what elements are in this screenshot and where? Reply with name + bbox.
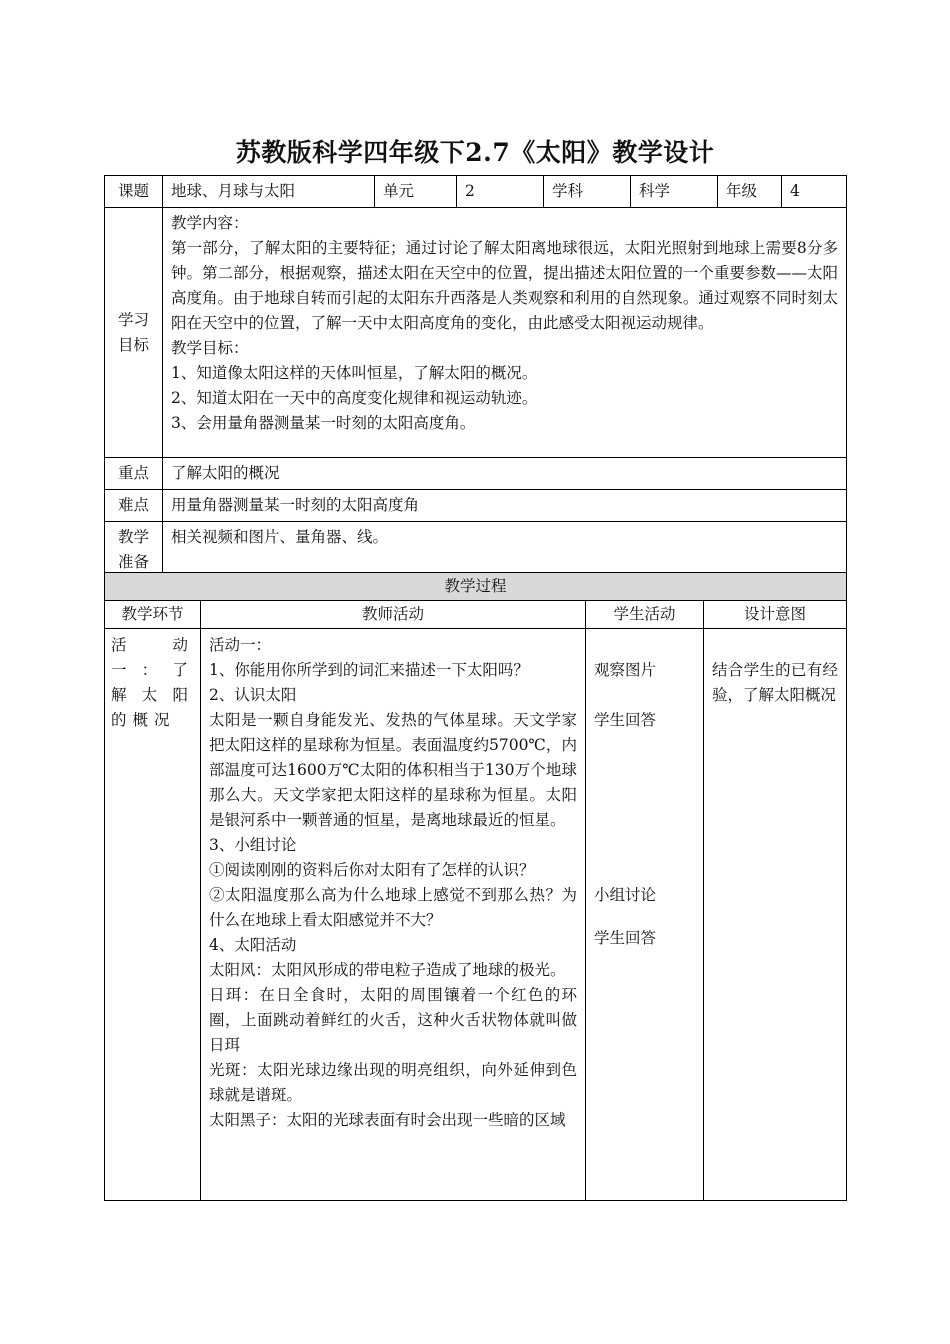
column-header: 学生活动 [586, 601, 704, 629]
difficult-point-label: 难点 [105, 490, 163, 522]
goals-line: 第一部分，了解太阳的主要特征；通过讨论了解太阳离地球很远，太阳光照射到地球上需要8分多钟。第二部分，根据观察，描述太阳在天空中的位置，提出描述太阳位置的一个重要参数——太阳高度角。由于地球自转而引起的太阳东升西落是人类观察和利用的自然现象。通过观察不同时刻太阳在天空中的位置，了解一天中太阳高度角的变化，由此感受太阳视运动规律。 [171, 239, 838, 332]
teacher-line: 4、太阳活动 [209, 936, 297, 954]
goals-content [163, 208, 847, 458]
student-activity-cell [586, 629, 704, 1201]
goals-line: 2、知道太阳在一天中的高度变化规律和视运动轨迹。 [171, 389, 538, 407]
process-title-row [105, 573, 847, 601]
key-point-row [105, 458, 847, 490]
teacher-line: 3、小组讨论 [209, 836, 297, 854]
subject-value: 科学 [631, 176, 718, 208]
teacher-activity-cell [201, 629, 586, 1201]
goals-line: 1、知道像太阳这样的天体叫恒星，了解太阳的概况。 [171, 364, 538, 382]
page-title: 苏教版科学四年级下2.7《太阳》教学设计 [235, 138, 715, 167]
goals-line: 3、会用量角器测量某一时刻的太阳高度角。 [171, 414, 476, 432]
goals-label: 学习 目标 [105, 208, 163, 458]
goals-line: 教学内容： [171, 214, 249, 232]
process-header-row [105, 601, 847, 629]
intent-text: 结合学生的已有经验，了解太阳概况 [712, 661, 839, 704]
process-table [104, 572, 847, 1201]
teacher-line: 太阳是一颗自身能发光、发热的气体星球。天文学家把太阳这样的星球称为恒星。表面温度约5700℃，内部温度可达1600万℃太阳的体积相当于130万个地球那么大。天文学家把太阳这样的星球称为恒星。太阳是银河系中一颗普通的恒星，是离地球最近的恒星。 [209, 711, 577, 829]
course-value: 地球、月球与太阳 [163, 176, 375, 208]
process-title: 教学过程 [105, 573, 847, 601]
course-label: 课题 [105, 176, 163, 208]
difficult-point-row [105, 490, 847, 522]
teacher-line: 日珥：在日全食时，太阳的周围镶着一个红色的环圈，上面跳动着鲜红的火舌，这种火舌状物体就叫做日珥 [209, 986, 577, 1054]
difficult-point-value: 用量角器测量某一时刻的太阳高度角 [163, 490, 847, 522]
stage-cell: 活动一：了解太阳的概况 [105, 629, 201, 1201]
key-point-value: 了解太阳的概况 [163, 458, 847, 490]
teacher-line: 光斑：太阳光球边缘出现的明亮组织，向外延伸到色球就是谱斑。 [209, 1061, 577, 1104]
intent-cell [704, 629, 847, 1201]
column-header: 设计意图 [704, 601, 847, 629]
teacher-line: 2、认识太阳 [209, 686, 297, 704]
teacher-line: 太阳风：太阳风形成的带电粒子造成了地球的极光。 [209, 961, 566, 979]
goals-row [105, 208, 847, 458]
student-line: 学生回答 [594, 929, 657, 947]
activity-row [105, 629, 847, 1201]
key-point-label: 重点 [105, 458, 163, 490]
column-header: 教学环节 [105, 601, 201, 629]
student-line: 学生回答 [594, 711, 657, 729]
student-line: 观察图片 [594, 661, 657, 679]
grade-value: 4 [782, 176, 847, 208]
unit-label: 单元 [375, 176, 457, 208]
teacher-line: ②太阳温度那么高为什么地球上感觉不到那么热？为什么在地球上看太阳感觉并不大？ [209, 886, 577, 929]
info-table [104, 175, 847, 579]
teacher-line: 太阳黑子：太阳的光球表面有时会出现一些暗的区域 [209, 1111, 566, 1129]
preparation-value: 相关视频和图片、量角器、线。 [163, 522, 847, 579]
grade-label: 年级 [718, 176, 782, 208]
unit-value: 2 [457, 176, 544, 208]
teacher-line: 活动一： [209, 636, 272, 654]
student-line: 小组讨论 [594, 886, 657, 904]
subject-label: 学科 [544, 176, 631, 208]
goals-line: 教学目标： [171, 339, 249, 357]
preparation-row [105, 522, 847, 579]
column-header: 教师活动 [201, 601, 586, 629]
preparation-label: 教学 准备 [105, 522, 163, 579]
teacher-line: ①阅读刚刚的资料后你对太阳有了怎样的认识？ [209, 861, 535, 879]
teacher-line: 1、你能用你所学到的词汇来描述一下太阳吗？ [209, 661, 529, 679]
header-row [105, 176, 847, 208]
